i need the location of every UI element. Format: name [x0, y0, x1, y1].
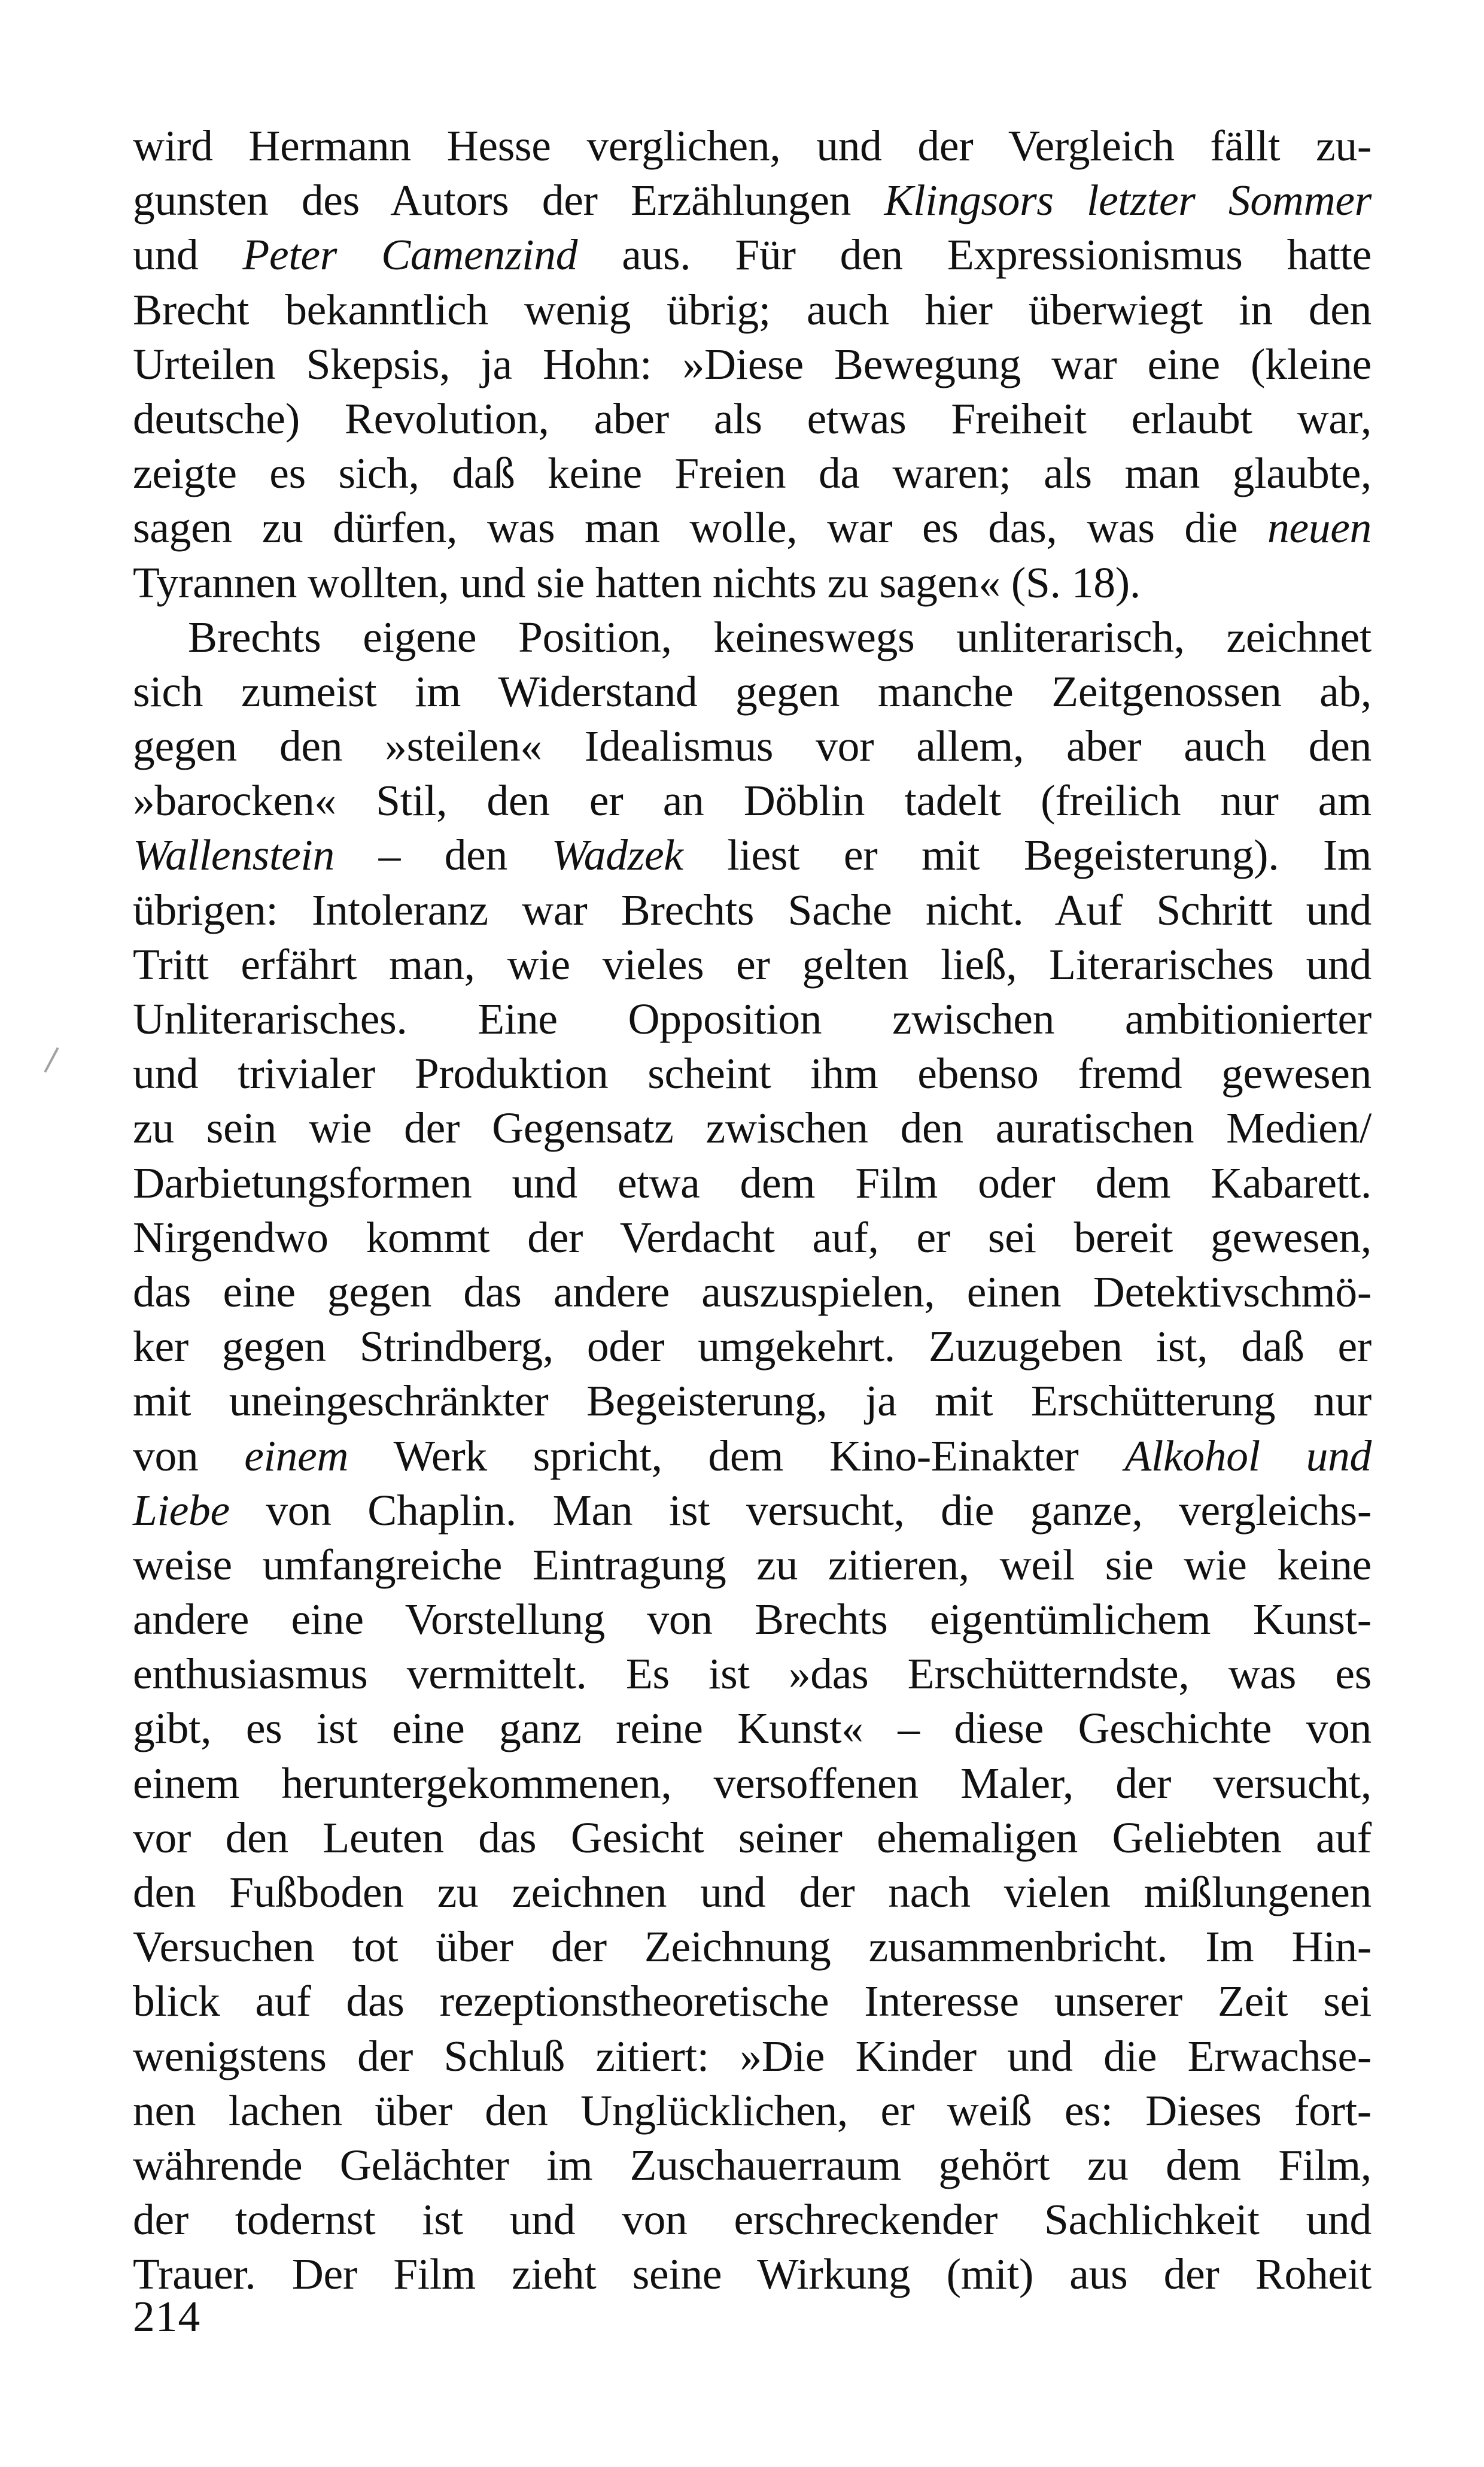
- text-segment: andere eine Vorstellung von Brechts eigentümlichem Kunst-: [133, 1595, 1372, 1644]
- text-line: [133, 1538, 1372, 1592]
- text-line: [133, 1919, 1372, 1974]
- text-segment: währende Gelächter im Zuschauerraum gehört zu dem Film,: [133, 2140, 1372, 2189]
- text-segment: zu sein wie der Gegensatz zwischen den auratischen Medien/: [133, 1104, 1372, 1153]
- text-line: [133, 1646, 1372, 1701]
- text-line: [133, 719, 1372, 773]
- text-segment: blick auf das rezeptionstheoretische Interesse unserer Zeit sei: [133, 1977, 1372, 2026]
- text-line: [133, 1101, 1372, 1155]
- text-line: [133, 992, 1372, 1046]
- text-line: [133, 337, 1372, 391]
- text-line: [133, 391, 1372, 446]
- text-line: [133, 937, 1372, 992]
- text-line: [133, 227, 1372, 282]
- text-segment: den Fußboden zu zeichnen und der nach vielen mißlungenen: [133, 1868, 1372, 1916]
- text-segment: deutsche) Revolution, aber als etwas Freiheit erlaubt war,: [133, 394, 1372, 443]
- text-segment: aus. Für den Expressionismus hatte: [577, 230, 1372, 279]
- text-segment: Darbietungsformen und etwa dem Film oder dem Kabarett.: [133, 1158, 1372, 1207]
- text-segment: liest er mit Begeisterung). Im: [683, 831, 1372, 880]
- page-number: 214: [133, 2292, 201, 2341]
- text-line: [133, 773, 1372, 828]
- text-segment: von: [133, 1431, 245, 1480]
- text-line: [133, 2138, 1372, 2192]
- text-line: [133, 828, 1372, 882]
- italic-text: einem: [244, 1431, 349, 1480]
- text-line: [133, 1265, 1372, 1319]
- text-segment: das eine gegen das andere auszuspielen, einen Detektivschmö-: [133, 1267, 1372, 1316]
- text-segment: sagen zu dürfen, was man wolle, war es das, was die: [133, 503, 1267, 552]
- text-segment: gunsten des Autors der Erzählungen: [133, 176, 884, 225]
- text-segment: Werk spricht, dem Kino-Einakter: [348, 1431, 1125, 1480]
- text-segment: Unliterarisches. Eine Opposition zwischen ambitionierter: [133, 995, 1372, 1043]
- text-segment: der todernst ist und von erschreckender Sachlichkeit und: [133, 2195, 1372, 2244]
- text-segment: und trivialer Produktion scheint ihm ebenso fremd gewesen: [133, 1049, 1372, 1098]
- text-line: [133, 119, 1372, 173]
- text-line: [133, 1429, 1372, 1483]
- text-line: [133, 610, 1372, 664]
- italic-text: Alkohol und: [1124, 1431, 1372, 1480]
- text-line: [133, 1974, 1372, 2028]
- text-segment: nen lachen über den Unglücklichen, er weiß es: Dieses fort-: [133, 2086, 1372, 2135]
- text-line: [133, 1156, 1372, 1210]
- text-line: [133, 1810, 1372, 1865]
- text-segment: mit uneingeschränkter Begeisterung, ja mit Erschütterung nur: [133, 1377, 1372, 1426]
- text-segment: wird Hermann Hesse verglichen, und der Vergleich fällt zu-: [133, 121, 1372, 170]
- text-segment: sich zumeist im Widerstand gegen manche Zeitgenossen ab,: [133, 667, 1372, 716]
- italic-text: Klingsors letzter Sommer: [884, 176, 1372, 225]
- text-line: [133, 1046, 1372, 1101]
- text-segment: gegen den »steilen« Idealismus vor allem, aber auch den: [133, 722, 1372, 771]
- text-segment: vor den Leuten das Gesicht seiner ehemaligen Geliebten auf: [133, 1813, 1372, 1862]
- italic-text: neuen: [1267, 503, 1372, 552]
- text-segment: wenigstens der Schluß zitiert: »Die Kinder und die Erwachse-: [133, 2031, 1372, 2080]
- text-segment: Tyrannen wollten, und sie hatten nichts zu sagen« (S. 18).: [133, 558, 1141, 607]
- text-line: [133, 282, 1372, 337]
- text-segment: zeigte es sich, daß keine Freien da waren; als man glaubte,: [133, 449, 1372, 498]
- body-text: [133, 119, 1372, 2302]
- italic-text: Wadzek: [551, 831, 683, 880]
- text-segment: enthusiasmus vermittelt. Es ist »das Erschütterndste, was es: [133, 1649, 1372, 1699]
- text-segment: Brecht bekanntlich wenig übrig; auch hier überwiegt in den: [133, 285, 1372, 334]
- text-segment: Tritt erfährt man, wie vieles er gelten ließ, Literarisches und: [133, 940, 1372, 989]
- text-line: [133, 1701, 1372, 1755]
- text-line: [133, 446, 1372, 500]
- text-line: [133, 1210, 1372, 1265]
- text-segment: einem heruntergekommenen, versoffenen Maler, der versucht,: [133, 1758, 1372, 1807]
- text-line: [133, 664, 1372, 719]
- text-line: [133, 173, 1372, 227]
- text-line: [133, 500, 1372, 555]
- text-line: [133, 2083, 1372, 2138]
- text-segment: ker gegen Strindberg, oder umgekehrt. Zuzugeben ist, daß er: [133, 1322, 1372, 1371]
- text-line: [133, 883, 1372, 937]
- margin-pencil-mark: [44, 1047, 59, 1073]
- text-line: [133, 2192, 1372, 2247]
- text-line: [133, 1319, 1372, 1374]
- text-line: [133, 1756, 1372, 1810]
- text-segment: von Chaplin. Man ist versucht, die ganze, vergleichs-: [229, 1485, 1372, 1535]
- text-line: [133, 1592, 1372, 1646]
- text-segment: Versuchen tot über der Zeichnung zusammenbricht. Im Hin-: [133, 1922, 1372, 1971]
- text-line: [133, 2029, 1372, 2083]
- text-line: [133, 1374, 1372, 1428]
- italic-text: Wallenstein: [133, 831, 334, 880]
- text-segment: weise umfangreiche Eintragung zu zitieren, weil sie wie keine: [133, 1540, 1372, 1589]
- text-segment: Brechts eigene Position, keineswegs unliterarisch, zeichnet: [188, 612, 1372, 661]
- italic-text: Peter Camenzind: [242, 230, 578, 279]
- text-line: [133, 555, 1372, 610]
- text-segment: Nirgendwo kommt der Verdacht auf, er sei bereit gewesen,: [133, 1213, 1372, 1262]
- text-segment: übrigen: Intoleranz war Brechts Sache nicht. Auf Schritt und: [133, 885, 1372, 934]
- text-segment: Trauer. Der Film zieht seine Wirkung (mit) aus der Roheit: [133, 2250, 1372, 2299]
- italic-text: Liebe: [133, 1485, 230, 1535]
- text-segment: – den: [334, 831, 552, 880]
- text-segment: gibt, es ist eine ganz reine Kunst« – diese Geschichte von: [133, 1704, 1372, 1753]
- text-segment: »barocken« Stil, den er an Döblin tadelt (freilich nur am: [133, 776, 1372, 825]
- text-line: [133, 1483, 1372, 1538]
- text-line: [133, 1865, 1372, 1919]
- text-line: [133, 2247, 1372, 2301]
- text-segment: Urteilen Skepsis, ja Hohn: »Diese Bewegung war eine (kleine: [133, 339, 1372, 388]
- text-segment: und: [133, 230, 243, 279]
